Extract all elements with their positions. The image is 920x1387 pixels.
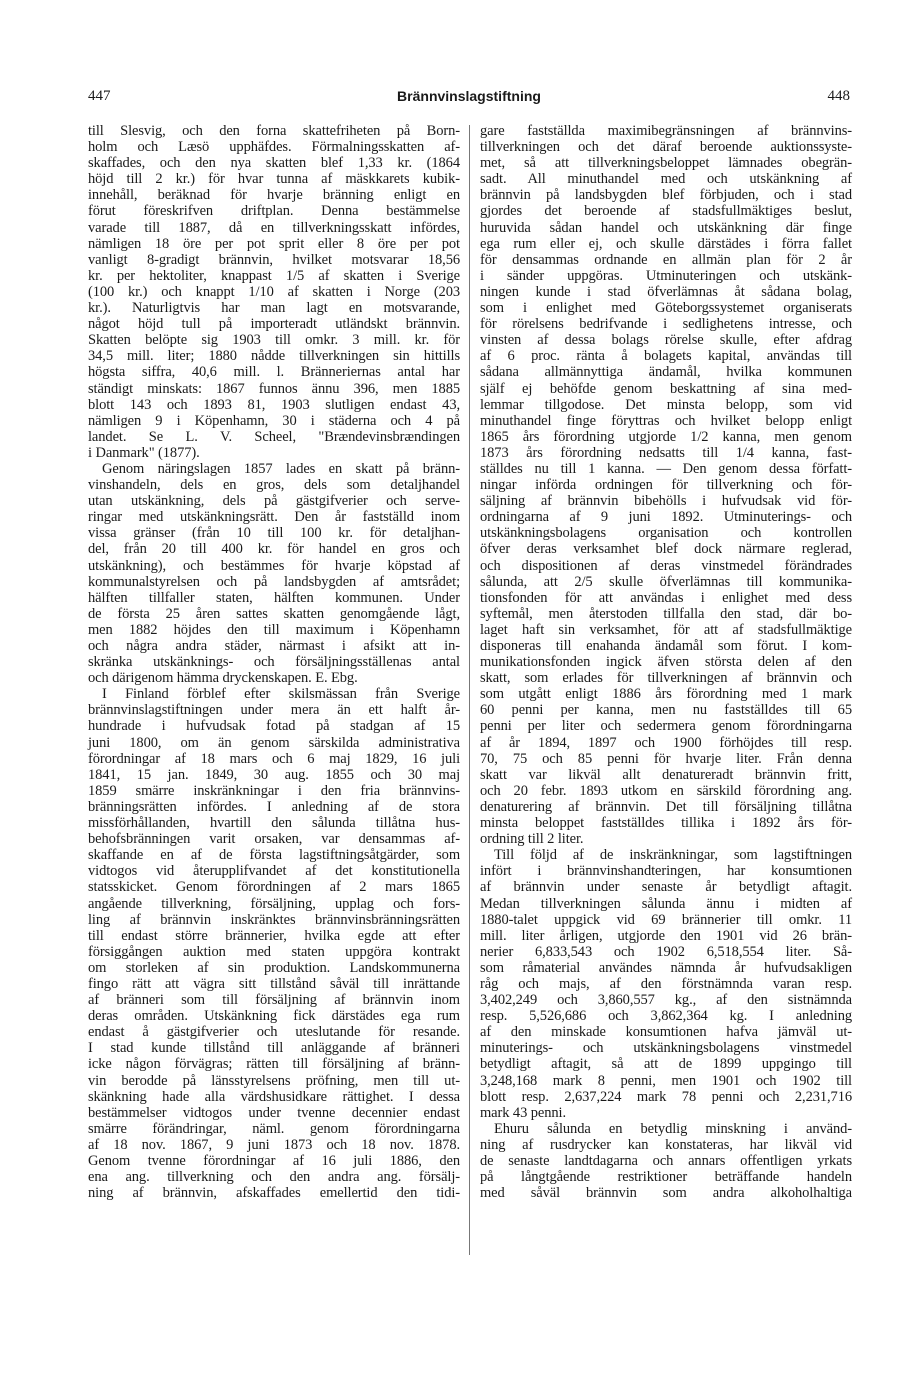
text-line: deras områden. Utskänkning fick därstädes ega rum (88, 1008, 460, 1025)
text-line: ning af brännvin, afskaffades emellertid den tidi- (88, 1185, 460, 1202)
page-header (88, 88, 850, 110)
text-line: vinshandeln, dels en gros, dels som detaljhandel (88, 477, 460, 494)
text-line: och därigenom hämma dryckenskapen. E. Ebg. (88, 670, 358, 687)
text-line: skatt var likväl allt denatureradt brännvin fritt, (480, 766, 852, 783)
text-line: kommunalstyrelsen och på landsbygden af amtsrådet; (88, 573, 460, 590)
text-line: vanligt 8-gradigt brännvin, hvilket motsvarar 18,56 (88, 251, 460, 268)
column-divider (469, 125, 470, 1255)
text-line: 1880-talet uppgick vid 69 brännerier till omkr. 11 (480, 911, 852, 928)
text-line: ordning till 2 liter. (480, 831, 584, 848)
text-line: landet. Se L. V. Scheel, "Brændevinsbrændingen (88, 428, 460, 445)
text-line: minuthandel finge föryttras och hvilket belopp enligt (480, 412, 852, 429)
text-line: 1865 års förordning utgjorde 1/2 kanna, men genom (480, 428, 852, 445)
text-line: behofsbränningen varit orsaken, var densammas af- (88, 831, 460, 848)
text-line: de senaste landtdagarna och annars offentligen yrkats (480, 1153, 852, 1169)
text-line: smärre förändringar, näml. genom förordningarna (88, 1120, 460, 1137)
text-line: 1873 års förordning nedsatts till 1/4 kanna, fast- (480, 444, 852, 461)
text-line: ning af rusdrycker kan konstateras, har likväl vid (480, 1136, 852, 1153)
text-line: kr. per hektoliter, knappast 1/5 af skatten i Sverige (88, 267, 460, 284)
text-line: bestämmelser vidtogos under tvenne decennier endast (88, 1104, 460, 1121)
text-line: sålunda, att 2/5 skulle öfverlämnas till kommunika- (480, 573, 852, 590)
text-line: och några andra städer, närmast i afsikt att in- (88, 638, 460, 654)
text-line: af 6 proc. ränta å bolagets kapital, användas till (480, 348, 852, 365)
text-line: missförhållanden, hvartill den sålunda tillåtna hus- (88, 815, 460, 832)
text-line: för densammas ordnande en allmän plan för 2 år (480, 251, 852, 268)
text-line: vin berodde på länsstyrelsens pröfning, men till ut- (88, 1072, 460, 1089)
text-line: af brännvin under senaste år betydligt aftagit. (480, 879, 852, 896)
right-column (480, 123, 852, 1201)
text-line: i Danmark" (1877). (88, 444, 200, 461)
text-line: råg och majs, af den förstnämnda varan resp. (480, 975, 852, 992)
text-line: minsta beloppet fastställdes tillika i 1892 års för- (480, 815, 852, 832)
text-line: betydligt aftagit, så att de 1899 uppgingo till (480, 1056, 852, 1073)
text-line: 3,402,249 och 3,860,557 kg., af den sistnämnda (480, 992, 852, 1009)
text-line: utskänkningsbolagens organisation och kontrollen (480, 525, 852, 542)
text-line: utan utskänkning, dels på gästgifverier och serve- (88, 493, 460, 510)
text-line: i sänder uppgöras. Utminuteringen och utskänk- (480, 267, 852, 284)
text-line: munikationsfonden ingick äfven största delen af den (480, 654, 852, 671)
text-line: som utgått enligt 1886 års förordning med 1 mark (480, 686, 852, 703)
text-line: men 1882 höjdes den till maximum i Köpenhamn (88, 621, 460, 638)
text-line: Genom tvenne förordningar af 16 juli 1886, den (88, 1153, 460, 1169)
text-line: denaturering af brännvin. Det till försäljning tillåtna (480, 798, 852, 815)
text-line: Till följd af de inskränkningar, som lagstiftningen (494, 847, 852, 864)
text-line: ega rum eller ej, och skulle därstädes i förra fallet (480, 235, 852, 252)
text-line: icke någon förvägras; rätten till försäljning af bränn- (88, 1056, 460, 1073)
text-line: 3,248,168 mark 8 penni, men 1901 och 1902 till (480, 1072, 852, 1089)
text-line: infört i brännvinshandteringen, har konsumtionen (480, 863, 852, 880)
text-line: Medan tillverkningen sålunda ännu i midten af (480, 895, 852, 912)
text-line: I Finland förblef efter skilsmässan från Sverige (102, 686, 460, 703)
text-line: högsta siffra, 40,6 mill. l. Bränneriernas antal har (88, 364, 460, 381)
text-line: och 20 febr. 1893 utkom en särskild förordning ang. (480, 782, 852, 799)
text-line: som i enlighet med Göteborgssystemet organiserats (480, 300, 852, 317)
text-line: mill. liter årligen, utgjorde den 1901 vid 26 brän- (480, 927, 852, 944)
text-line: hälften tillfaller staten, hälften kommunen. Under (88, 589, 460, 606)
text-line: Ehuru sålunda en betydlig minskning i använd- (494, 1120, 852, 1137)
text-line: penni per liter och sedermera genom förordningarna (480, 718, 852, 735)
text-line: skaffades, och den nya skatten blef 1,33 kr. (1864 (88, 155, 460, 172)
text-line: gare fastställda maximibegränsningen af brännvins- (480, 123, 852, 139)
running-title: Brännvinslagstiftning (397, 88, 541, 104)
text-line: med såväl brännvin som andra alkoholhaltiga (480, 1185, 852, 1202)
text-line: tionsfonden för att användas i enlighet med dess (480, 589, 852, 606)
text-line: till endast större brännerier, hvilka egde att efter (88, 927, 460, 944)
text-line: angående tillverkning, försäljning, upplag och fors- (88, 895, 460, 912)
page-number-left: 447 (88, 88, 111, 104)
text-line: minuterings- och utskänkningsbolagens vinstmedel (480, 1040, 852, 1057)
text-line: vinsten af dessa bolags rörelse skulle, efter afdrag (480, 332, 852, 349)
text-line: juni 1800, om än genom särskilda administrativa (88, 734, 460, 751)
text-line: skaffande en af de första lagstiftningsåtgärder, som (88, 847, 460, 864)
text-line: gjordes det beroende af stadsfullmäktiges beslut, (480, 203, 852, 220)
text-line: 1841, 15 jan. 1849, 30 aug. 1855 och 30 maj (88, 766, 460, 783)
text-line: om storleken af sin produktion. Landskommunerna (88, 959, 460, 976)
text-line: af bränneri som till försäljning af brännvin inom (88, 992, 460, 1009)
text-line: förut föreskrifven driftplan. Denna bestämmelse (88, 203, 460, 220)
left-column (88, 123, 460, 1201)
text-line: brännvinslagstiftningen under mera än ett halft år- (88, 702, 460, 719)
text-line: af den minskade konsumtionen hafva jämväl ut- (480, 1024, 852, 1041)
text-line: del, från 20 till 400 kr. för handel en gros och (88, 541, 460, 558)
text-line: något höjd tull på importeradt utländskt brännvin. (88, 316, 460, 333)
text-line: blott resp. 2,637,224 mark 78 penni och 2,231,716 (480, 1088, 852, 1105)
text-line: ställdes nu till 1 kanna. — Den genom dessa författ- (480, 460, 852, 477)
text-line: vissa gränser (från 10 till 100 kr. för detaljhan- (88, 525, 460, 542)
text-line: och dispositionen af deras vinstmedel förändrades (480, 557, 852, 574)
text-line: bränningsrätten infördes. I anledning af de stora (88, 798, 460, 815)
text-line: disponeras till enahanda ändamål som förut. I kom- (480, 638, 852, 654)
text-line: ringar med utskänkningsrätt. Den år fastställd inom (88, 509, 460, 526)
text-line: tillverkningen och det däraf beroende auktionssyste- (480, 139, 852, 156)
text-line: sådana allmännyttiga ändamål, hvilka kommunen (480, 364, 852, 381)
text-line: 1859 smärre inskränkningar i den fria brännvins- (88, 782, 460, 799)
text-line: 34,5 mill. liter; 1880 nådde tillverkningen sin hittills (88, 348, 460, 365)
text-line: skränka utskänknings- och försäljningsställenas antal (88, 654, 460, 671)
text-line: 60 penni per kanna, men nu fastställdes till 65 (480, 702, 852, 719)
text-line: nerier 6,833,543 och 1902 6,518,554 liter. Så- (480, 943, 852, 960)
text-line: förordningar af 18 mars och 6 maj 1829, 16 juli (88, 750, 460, 767)
text-line: nämligen 18 öre per pot sprit eller 8 öre per pot (88, 235, 460, 252)
text-line: fingo rätt att vägra sitt tillstånd såväl till inrättande (88, 975, 460, 992)
text-line: nämligen 9 i Köpenhamn, 30 i städerna och 4 på (88, 412, 460, 429)
text-line: ordningarna af 9 juni 1892. Utminuterings- och (480, 509, 852, 526)
text-line: holm och Læsö upphäfdes. Förmalningsskatten af- (88, 139, 460, 156)
text-line: endast å gästgifverier och uteslutande för resande. (88, 1024, 460, 1041)
text-line: till Slesvig, och den forna skattefriheten på Born- (88, 123, 460, 139)
text-line: ling af brännvin inskränktes brännvinsbränningsrätten (88, 911, 460, 928)
text-line: höjd till 2 kr.) för hvar tunna af mäskkarets kubik- (88, 171, 460, 188)
page-number-right: 448 (827, 88, 850, 104)
text-line: skänkning hade alla värdshusidkare rättighet. I dessa (88, 1088, 460, 1105)
text-line: af 18 nov. 1867, 9 juni 1873 och 18 nov. 1878. (88, 1136, 460, 1153)
text-line: innehåll, beräknad för hvarje bränning enligt en (88, 187, 460, 204)
text-line: sadt. All minuthandel med och utskänkning af (480, 171, 852, 188)
text-line: skatt, som erlades för tillverkningen af brännvin och (480, 670, 852, 687)
text-line: försiggången auktion med staten uppgöra kontrakt (88, 943, 460, 960)
text-line: ena ang. tillverkning och den andra ang. försälj- (88, 1169, 460, 1186)
text-line: 70, 75 och 85 penni för hvarje liter. Från denna (480, 750, 852, 767)
text-line: Skatten belöpte sig 1903 till omkr. 3 mill. kr. för (88, 332, 460, 349)
text-line: I stad kunde tillstånd till anläggande af bränneri (88, 1040, 460, 1057)
text-line: varade till 1887, då en tillverkningsskatt infördes, (88, 219, 460, 236)
text-line: statsskicket. Genom förordningen af 2 mars 1865 (88, 879, 460, 896)
text-line: blott 143 och 1893 81, 1903 slutligen endast 43, (88, 396, 460, 413)
text-line: laget haft sin verksamhet, för att af stadsfullmäktige (480, 621, 852, 638)
text-line: hundrade i hufvudsak fotad på stadgan af 15 (88, 718, 460, 735)
text-line: utskänkning), och bestämmes för hvarje köpstad af (88, 557, 460, 574)
text-line: kr.). Naturligtvis har man lagt en motsvarande, (88, 300, 460, 317)
text-line: syftemål, men återstoden tillfalla den stad, där bo- (480, 605, 852, 622)
text-line: ständigt minskats: 1867 funnos ännu 396, men 1885 (88, 380, 460, 397)
text-line: själf ej behöfde genom beskattning af sina med- (480, 380, 852, 397)
text-line: (100 kr.) och knappt 1/10 af skatten i Norge (203 (88, 283, 460, 300)
text-line: ningen kunde i stad öfverlämnas åt sådana bolag, (480, 283, 852, 300)
text-line: resp. 5,526,686 och 3,862,364 kg. I anledning (480, 1008, 852, 1025)
text-line: lemmar tillgodose. Det minsta belopp, som vid (480, 396, 852, 413)
text-line: på långtgående restriktioner beträffande handeln (480, 1169, 852, 1186)
text-line: met, så att tillverkningsbeloppet lämnades obegrän- (480, 155, 852, 172)
text-line: huruvida sådan handel och utskänkning där finge (480, 219, 852, 236)
text-line: som råmaterial användes nämnda år hufvudsakligen (480, 959, 852, 976)
text-line: säljning af brännvin bibehölls i hufvudsak vid för- (480, 493, 852, 510)
text-line: mark 43 penni. (480, 1104, 566, 1121)
text-line: brännvin på landsbygden blef förbjuden, och i stad (480, 187, 852, 204)
text-line: öfver deras verksamhet blef dock närmare reglerad, (480, 541, 852, 558)
text-line: Genom näringslagen 1857 lades en skatt på bränn- (102, 460, 460, 477)
text-line: för rörelsens bedrifvande i sedlighetens intresse, och (480, 316, 852, 333)
text-line: vidtogos vid återupplifvandet af det konstitutionella (88, 863, 460, 880)
text-line: de första 25 åren sattes skatten genomgående lågt, (88, 605, 460, 622)
text-line: ningar införda ordningen för tillverkning och för- (480, 477, 852, 494)
text-line: af år 1894, 1897 och 1900 förhöjdes till resp. (480, 734, 852, 751)
